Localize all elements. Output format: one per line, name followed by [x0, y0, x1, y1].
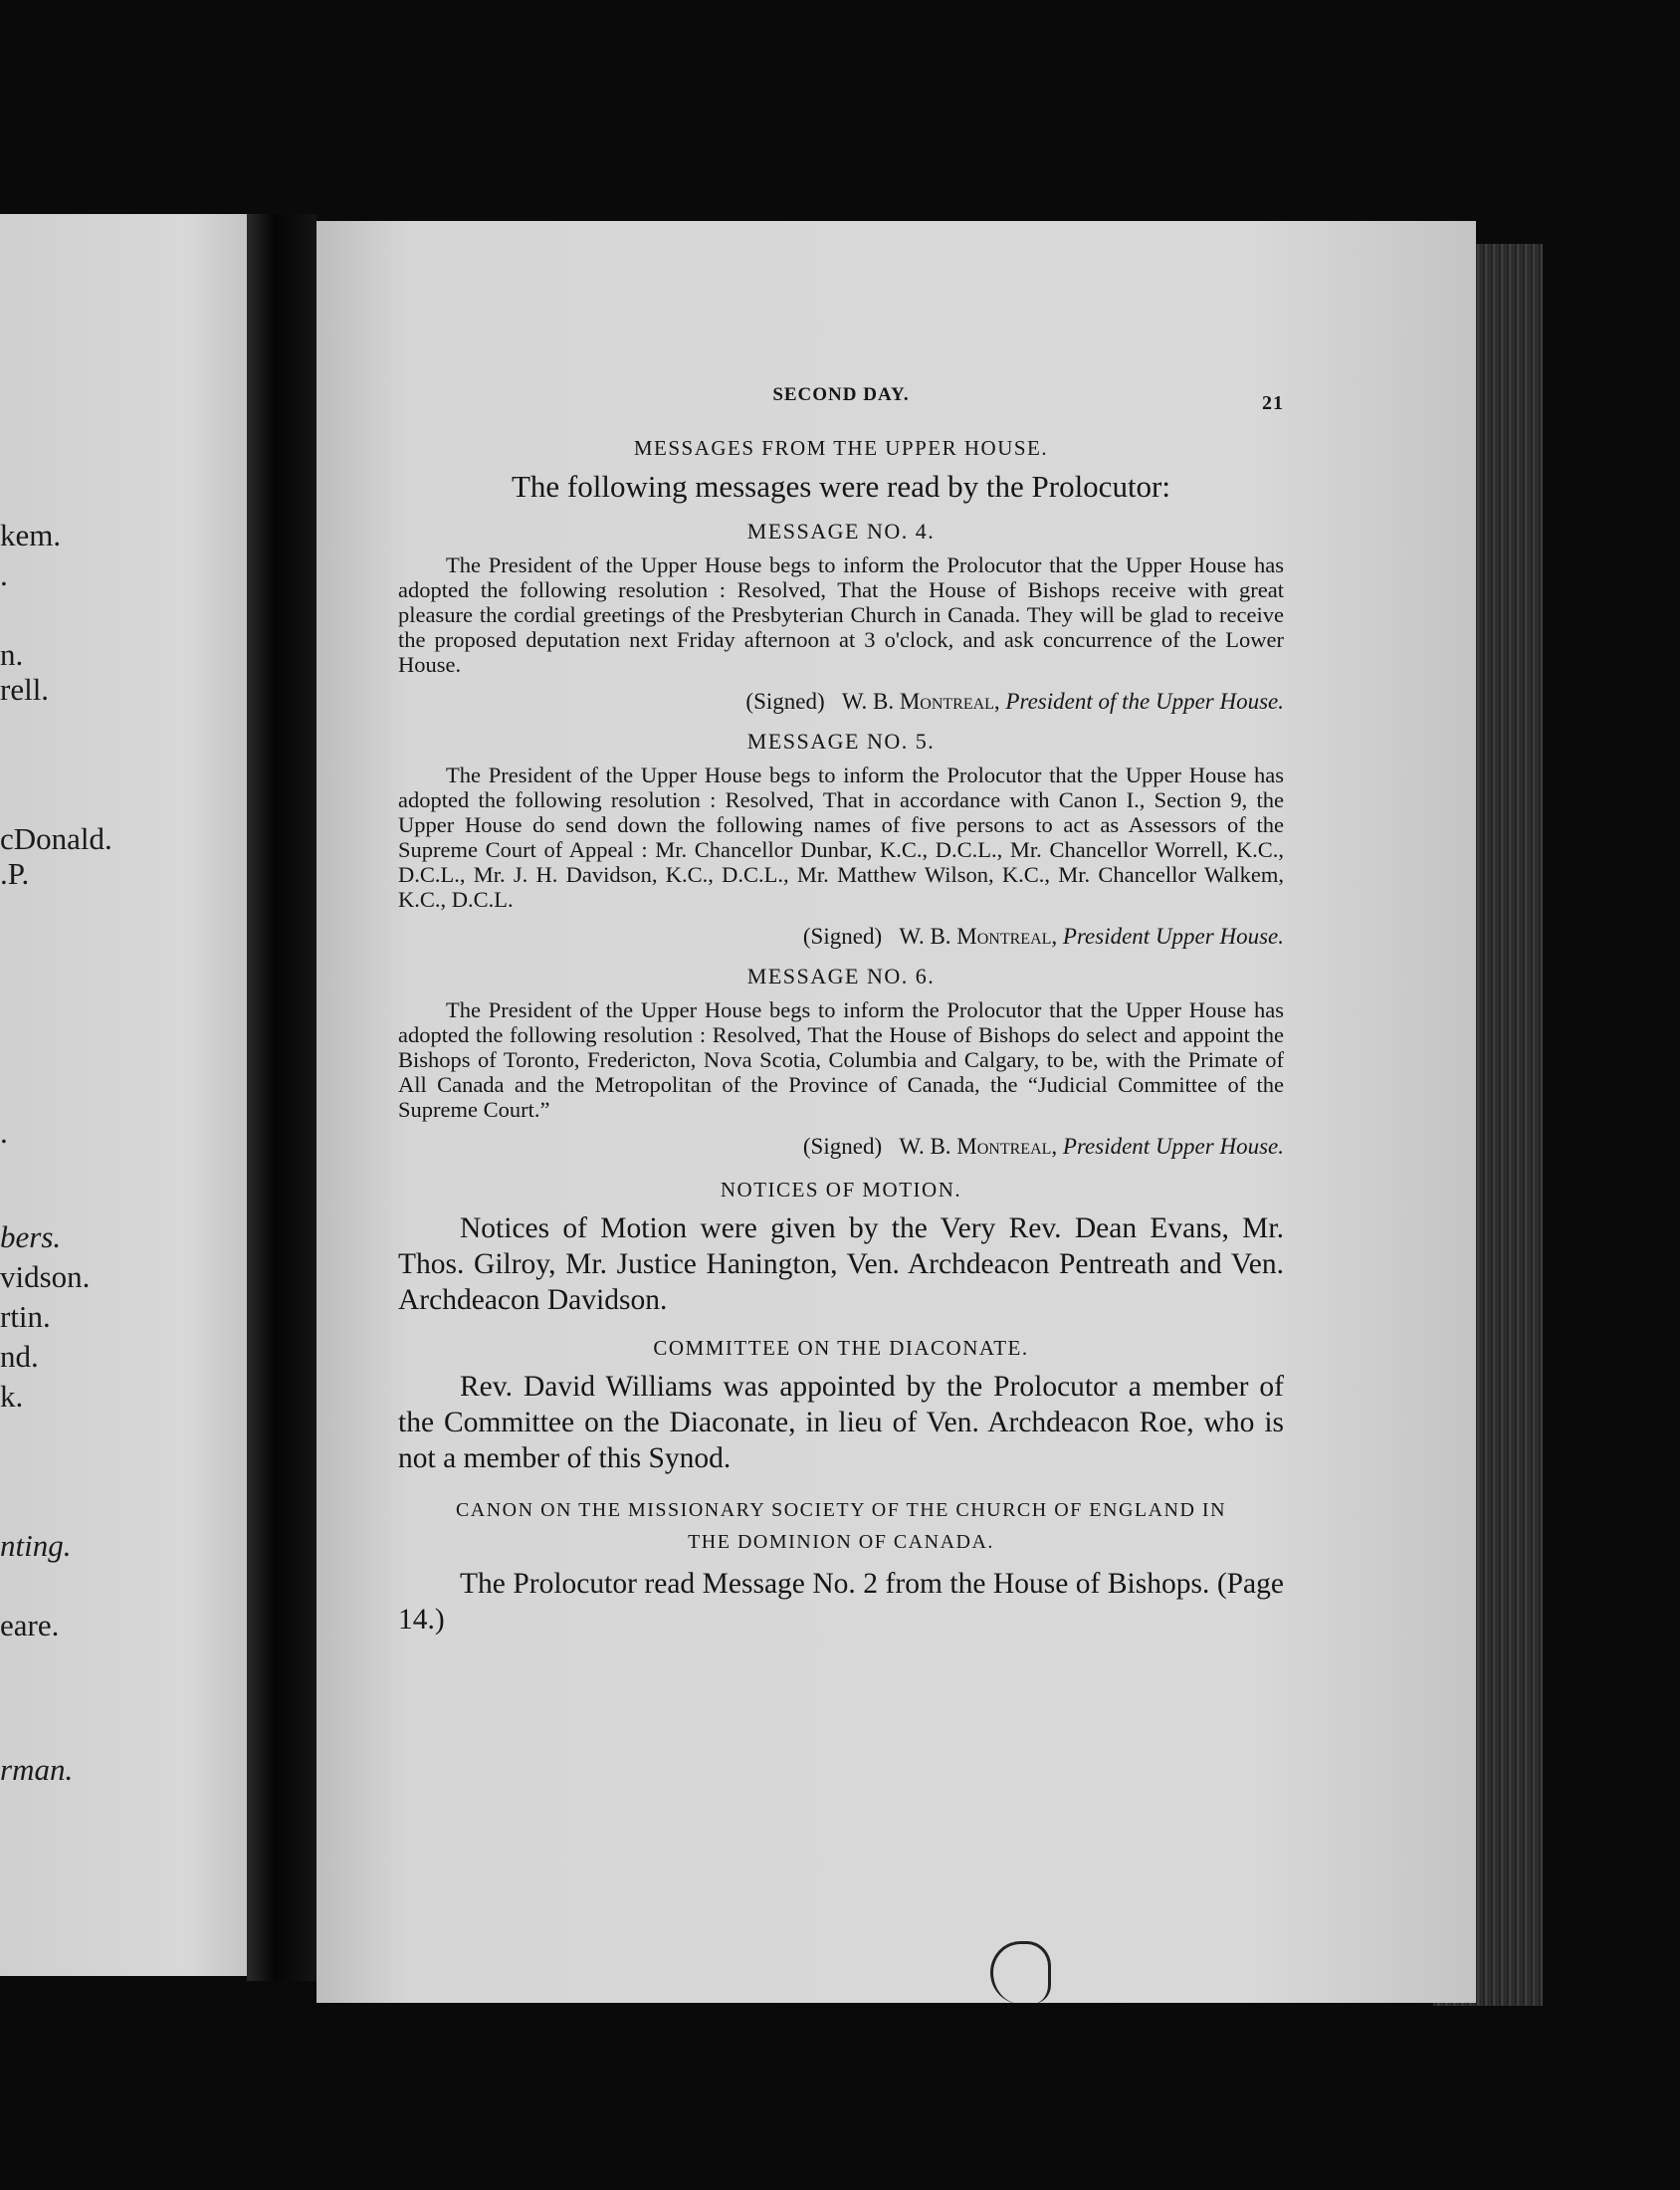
book-gutter [247, 214, 316, 1981]
diaconate-body: Rev. David Williams was appointed by the Prolocutor a member of the Committee on the Diaconate, in lieu of Ven. Archdeacon Roe, who is not a member of this Synod. [398, 1371, 1284, 1474]
left-fragment: . [0, 557, 8, 592]
running-head-title: SECOND DAY. [772, 384, 910, 405]
left-fragment: nting. [0, 1528, 72, 1563]
signed-title: President Upper House. [1062, 924, 1284, 949]
message-body: The President of the Upper House begs to inform the Prolocutor that the Upper House has adopted the following resolution : Resolved, That in accordance with Canon I., Section 9, the Upper House do send down the following names of five persons to act as Assessors of the Supreme Court of Appeal : Mr. Chancellor Dunbar, K.C., D.C.L., Mr. Chancellor Worrell, K.C., D.C.L., Mr. J. H. Davidson, K.C., D.C.L., Mr. Matthew Wilson, K.C., Mr. Chancellor Walkem, K.C., D.C.L. [398, 763, 1284, 912]
running-head [398, 378, 1284, 418]
intro-text: The following messages were read by the Prolocutor: [511, 469, 1170, 504]
signed-label: (Signed) [745, 689, 825, 714]
left-fragment: rtin. [0, 1299, 51, 1334]
message-5 [398, 729, 1284, 950]
message-heading: MESSAGE NO. 5. [746, 729, 936, 754]
left-fragment: nd. [0, 1339, 39, 1374]
left-fragment: .P. [0, 856, 30, 891]
message-heading: MESSAGE NO. 4. [746, 519, 936, 544]
signed-name: W. B. Montreal, [899, 1134, 1058, 1159]
message-heading: MESSAGE NO. 6. [746, 964, 936, 988]
signed-name: W. B. Montreal, [841, 689, 1000, 714]
section-heading-upper-house: MESSAGES FROM THE UPPER HOUSE. [633, 436, 1049, 460]
left-fragment: cDonald. [0, 821, 112, 856]
section-heading-diaconate: COMMITTEE ON THE DIACONATE. [653, 1336, 1029, 1360]
signed-label: (Signed) [802, 1134, 883, 1159]
message-4 [398, 519, 1284, 715]
canon-body: The Prolocutor read Message No. 2 from the House of Bishops. (Page 14.) [398, 1568, 1284, 1636]
signed-title: President Upper House. [1062, 1134, 1284, 1159]
left-fragment: rman. [0, 1752, 74, 1787]
signed-title: President of the Upper House. [1005, 689, 1284, 714]
signature-line [398, 689, 1284, 715]
left-fragment: eare. [0, 1608, 60, 1642]
message-body: The President of the Upper House begs to inform the Prolocutor that the Upper House has adopted the following resolution : Resolved, That the House of Bishops receive with great pleasure the cordial greetings of the Presbyterian Church in Canada. They will be glad to receive the proposed deputation next Friday afternoon at 3 o'clock, and ask concurrence of the Lower House. [398, 552, 1284, 677]
page-content [398, 378, 1284, 1638]
left-fragment: . [0, 1115, 8, 1150]
left-page [0, 214, 269, 1976]
section-heading-canon: CANON ON THE MISSIONARY SOCIETY OF THE CHURCH OF ENGLAND IN THE DOMINION OF CANADA. [455, 1499, 1227, 1553]
signature-line [398, 924, 1284, 950]
page-number: 21 [1262, 392, 1284, 414]
ink-mark [990, 1941, 1051, 2004]
left-fragment: n. [0, 637, 24, 672]
signature-line [398, 1134, 1284, 1160]
section-heading-notices: NOTICES OF MOTION. [720, 1178, 962, 1202]
signed-name: W. B. Montreal, [899, 924, 1058, 949]
signed-label: (Signed) [802, 924, 883, 949]
left-fragment: kem. [0, 518, 62, 552]
left-fragment: rell. [0, 672, 50, 707]
message-body: The President of the Upper House begs to inform the Prolocutor that the Upper House has adopted the following resolution : Resolved, That the House of Bishops do select and appoint the Bishops of Toronto, Fredericton, Nova Scotia, Columbia and Calgary, to be, with the Primate of All Canada and the Metropolitan of the Province of Canada, the “Judicial Committee of the Supreme Court.” [398, 997, 1284, 1122]
notices-body: Notices of Motion were given by the Very Rev. Dean Evans, Mr. Thos. Gilroy, Mr. Justice Hanington, Ven. Archdeacon Pentreath and Ven. Archdeacon Davidson. [398, 1212, 1284, 1316]
left-fragment: vidson. [0, 1259, 91, 1294]
message-6 [398, 964, 1284, 1160]
left-fragment: bers. [0, 1219, 62, 1254]
left-fragment: k. [0, 1379, 24, 1414]
